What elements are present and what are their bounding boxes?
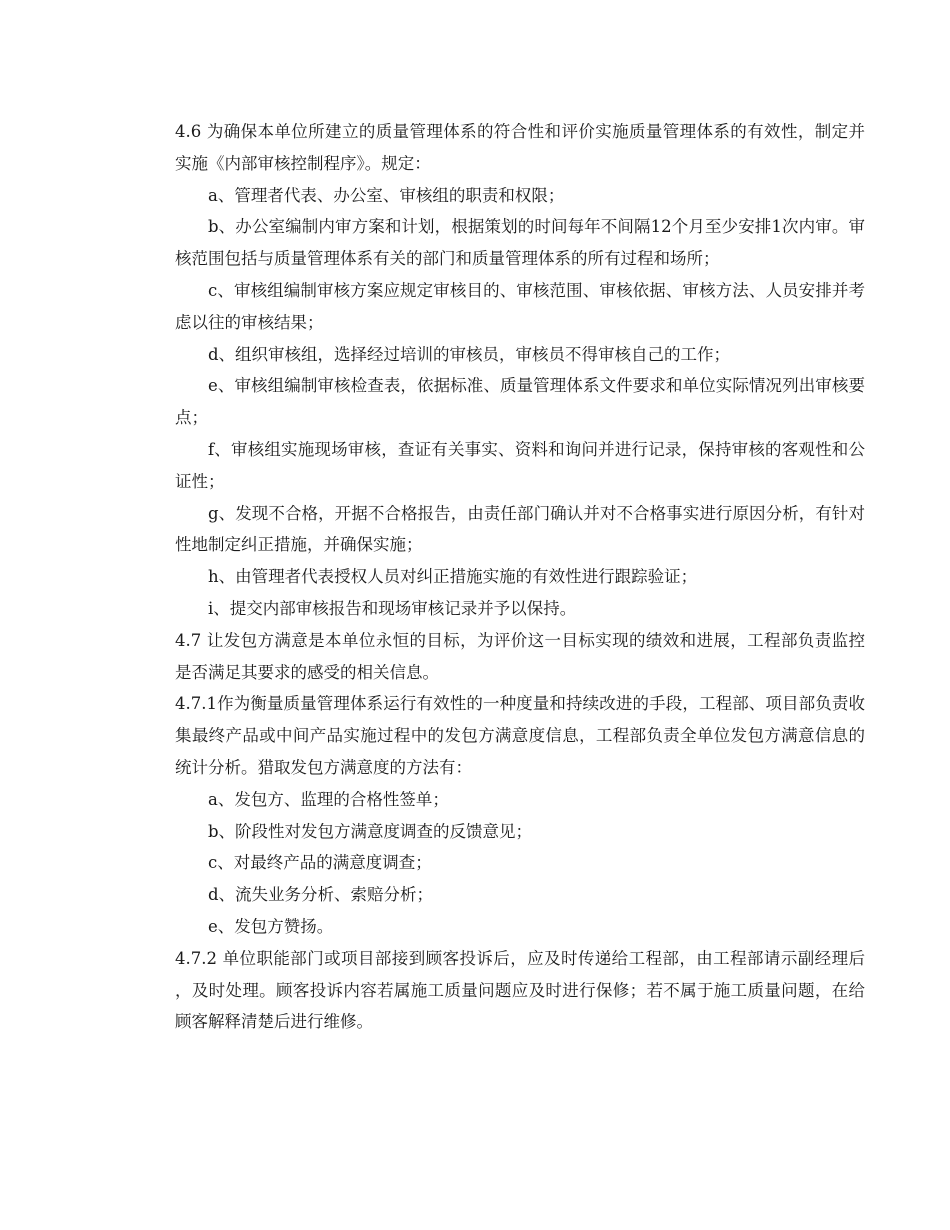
- list-item-i: i、提交内部审核报告和现场审核记录并予以保持。: [208, 598, 577, 618]
- method-item-e: e、发包方赞扬。: [208, 916, 334, 936]
- list-item-e: e、审核组编制审核检查表，依据标准、质量管理体系文件要求和单位实际情况列出审核要点；: [175, 376, 865, 428]
- document-body: [175, 116, 865, 1038]
- list-item-f: f、审核组实施现场审核，查证有关事实、资料和询问并进行记录，保持审核的客观性和公证性；: [175, 439, 865, 491]
- method-item-d: d、流失业务分析、索赔分析；: [208, 885, 434, 905]
- section-4-6-intro: 4.6 为确保本单位所建立的质量管理体系的符合性和评价实施质量管理体系的有效性，制定并实施《内部审核控制程序》。规定：: [175, 122, 865, 173]
- list-item-h: h、由管理者代表授权人员对纠正措施实施的有效性进行跟踪验证；: [208, 567, 698, 587]
- method-item-b: b、阶段性对发包方满意度调查的反馈意见；: [208, 821, 533, 841]
- section-4-7-2: 4.7.2 单位职能部门或项目部接到顾客投诉后，应及时传递给工程部，由工程部请示副经理后，及时处理。顾客投诉内容若属施工质量问题应及时进行保修；若不属于施工质量问题，在给顾客解释清楚后进行维修。: [175, 948, 865, 1032]
- method-item-a: a、发包方、监理的合格性签单；: [208, 789, 449, 809]
- list-item-d: d、组织审核组，选择经过培训的审核员，审核员不得审核自己的工作；: [208, 344, 731, 364]
- list-item-b: b、办公室编制内审方案和计划，根据策划的时间每年不间隔12个月至少安排1次内审。审核范围包括与质量管理体系有关的部门和质量管理体系的所有过程和场所；: [175, 217, 865, 269]
- section-4-7: 4.7 让发包方满意是本单位永恒的目标，为评价这一目标实现的绩效和进展，工程部负责监控是否满足其要求的感受的相关信息。: [175, 630, 865, 682]
- list-item-c: c、审核组编制审核方案应规定审核目的、审核范围、审核依据、审核方法、人员安排并考虑以往的审核结果；: [175, 280, 865, 332]
- list-item-g: g、发现不合格，开据不合格报告，由责任部门确认并对不合格事实进行原因分析，有针对性地制定纠正措施，并确保实施；: [175, 503, 865, 555]
- method-item-c: c、对最终产品的满意度调查；: [208, 853, 432, 873]
- section-4-7-1: 4.7.1作为衡量质量管理体系运行有效性的一种度量和持续改进的手段，工程部、项目部负责收集最终产品或中间产品实施过程中的发包方满意度信息，工程部负责全单位发包方满意信息的统计分析。猎取发包方满意度的方法有：: [175, 694, 865, 777]
- list-item-a: a、管理者代表、办公室、审核组的职责和权限；: [208, 185, 565, 205]
